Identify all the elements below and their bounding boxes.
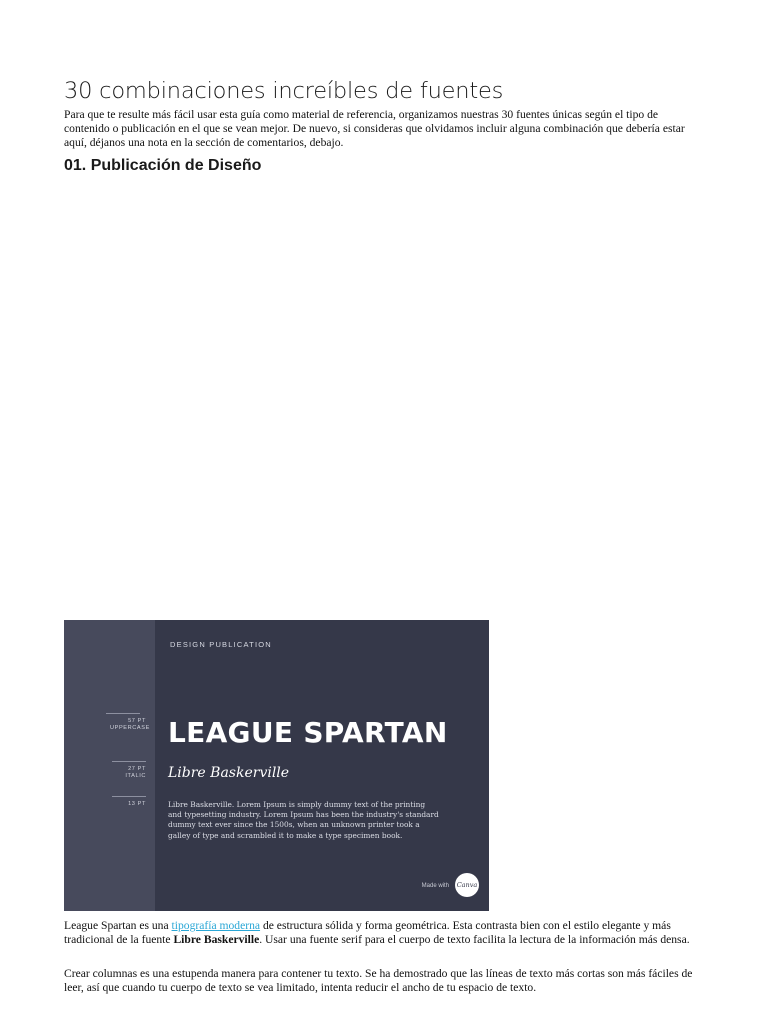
sample-script-text: Libre Baskerville xyxy=(168,765,290,781)
sample-kicker: DESIGN PUBLICATION xyxy=(170,640,272,649)
intro-paragraph: Para que te resulte más fácil usar esta guía como material de referencia, organizamos nuestras 30 fuentes únicas según el tipo de contenido o publicación en el que se vean mejor. De nuevo, si consideras que olvidamos incluir alguna combinación que debería estar aquí, déjanos una nota en la sección de comentarios, debajo. xyxy=(64,108,685,149)
spec-display-style: UPPERCASE xyxy=(110,725,150,731)
body-paragraph-2: Crear columnas es una estupenda manera para contener tu texto. Se ha demostrado que las líneas de texto más cortas son más fáciles de leer, así que cuando tu cuerpo de texto se vea limitado, intenta reducir el ancho de tu espacio de texto. xyxy=(64,967,693,994)
sample-body-text: Libre Baskerville. Lorem Ipsum is simply dummy text of the printing and typesetting industry. Lorem Ipsum has been the industry's standard dummy text ever since the 1500s, when an unknown printer took a galley of type and scrambled it to make a type specimen book. xyxy=(168,800,439,840)
para1-after: . Usar una fuente serif para el cuerpo de texto facilita la lectura de la información más densa. xyxy=(259,933,690,946)
made-with-label: Made with xyxy=(421,883,449,889)
page-title: 30 combinaciones increíbles de fuentes xyxy=(64,78,504,104)
spec-display xyxy=(110,718,150,732)
spec-subtitle xyxy=(116,766,146,780)
spec-body xyxy=(116,801,146,808)
spec-body-size: 13 PT xyxy=(128,801,146,807)
spec-divider xyxy=(112,796,146,797)
canva-logo-icon: Canva xyxy=(455,873,479,897)
section-heading: 01. Publicación de Diseño xyxy=(64,157,262,174)
font-pairing-sample-image xyxy=(64,620,489,911)
spec-subtitle-size: 27 PT xyxy=(128,766,146,772)
body-paragraph-1 xyxy=(64,919,704,947)
sample-display-text: LEAGUE SPARTAN xyxy=(168,716,448,749)
para1-bold-font-name: Libre Baskerville xyxy=(173,933,260,946)
spec-divider xyxy=(112,761,146,762)
para1-middle: de estructura sólida y forma geométrica. Esta contrasta bien con el estilo elegante y más tradicional de la fuente xyxy=(64,919,671,946)
para1-before: League Spartan es una xyxy=(64,919,172,932)
tipografia-moderna-link[interactable]: tipografía moderna xyxy=(171,919,261,932)
spec-display-size: 57 PT xyxy=(128,718,146,724)
spec-divider xyxy=(106,713,140,714)
spec-subtitle-style: ITALIC xyxy=(125,773,146,779)
